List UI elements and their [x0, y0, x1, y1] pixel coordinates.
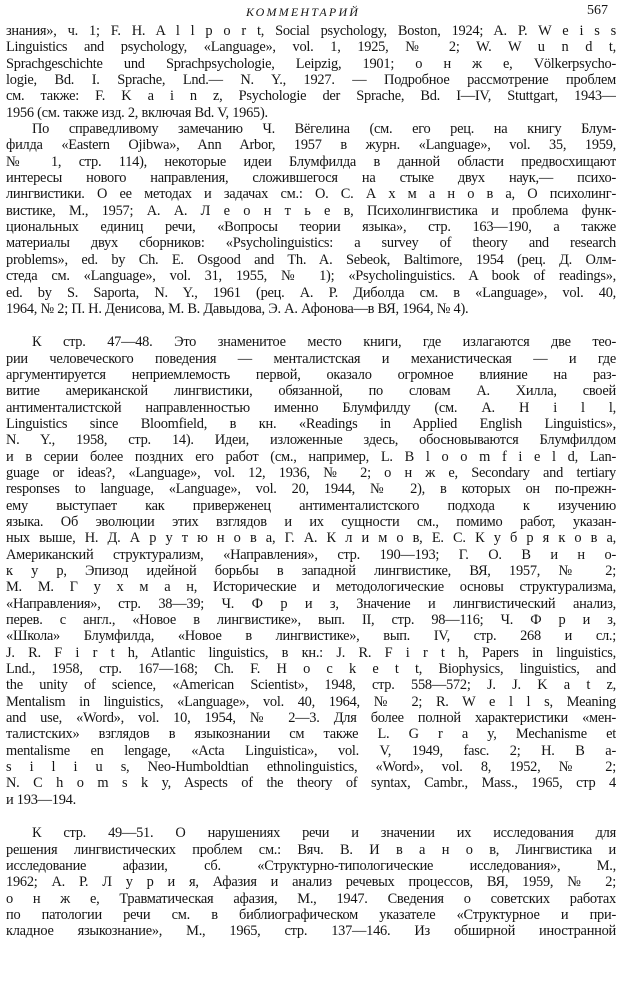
text-line: М. М. Г у х м а н, Исторические и методологические основы структурализма, [6, 579, 616, 596]
text-line: J. R. F i r t h, Atlantic linguistics, в кн.: J. R. F i r t h, Papers in linguistics, [6, 644, 616, 661]
text-line: guage or ideas?, «Language», vol. 12, 1936, № 2; о н ж е, Secondary and tertiary [6, 464, 616, 481]
text-line: and use, «Word», vol. 10, 1954, № 2—3. Для более полной характеристики «мен- [6, 710, 616, 727]
text-line: талистских» взглядов в языкознании см также L. G r a y, Mechanisme et [6, 726, 616, 743]
paragraph-gap [6, 317, 616, 334]
text-line: 1964, № 2; П. Н. Денисова, М. В. Давыдова, Э. А. Афонова—в ВЯ, 1964, № 4). [6, 300, 469, 317]
text-line: «Направления», стр. 38—39; Ч. Ф р и з, Значение и лингвистический анализ, [6, 595, 616, 612]
body-text [6, 23, 616, 940]
header-title: КОММЕНТАРИЙ [246, 5, 361, 19]
text-line: и 193—194. [6, 791, 76, 808]
paragraph [6, 825, 616, 939]
text-line: Mentalism in linguistics, «Language», vol. 40, 1964, № 2; R. W e l l s, Meaning [6, 693, 616, 710]
text-line: responses to language, «Language», vol. 20, 1944, № 2), в которых он по-прежн- [6, 481, 616, 498]
text-line: s i l i u s, Neo-Humboldtian ethnolinguistics, «Word», vol. 8, 1952, № 2; [6, 759, 616, 776]
text-line: знания», ч. 1; F. H. A l l p o r t, Social psychology, Boston, 1924; A. P. W e i s s [6, 23, 616, 39]
text-line: Linguistics and psychology, «Language», vol. 1, 1925, № 2; W. W u n d t, [6, 39, 616, 56]
page-number: 567 [587, 3, 608, 18]
paragraph [6, 23, 616, 121]
text-line: см. также: F. K a i n z, Psychologie der Sprache, Bd. I—IV, Stuttgart, 1943— [6, 88, 616, 105]
text-line: 1956 (см. также изд. 2, включая Bd. V, 1965). [6, 104, 268, 121]
text-line: mentalisme en lengage, «Acta Linguistica», vol. V, 1949, fasc. 2; H. B a- [6, 742, 616, 759]
text-line: N. C h o m s k y, Aspects of the theory of syntax, Cambr., Mass., 1965, стр 4 [6, 775, 616, 792]
text-line: перев. с англ., «Новое в лингвистике», вып. II, стр. 98—116; Ч. Ф р и з, [6, 612, 616, 629]
text-line: к у р, Эпизод идейной борьбы в западной лингвистике, ВЯ, 1957, № 2; [6, 563, 616, 579]
text-line: ему выступает как приверженец антименталистского подхода к изучению [6, 497, 616, 514]
text-line: вистике, М., 1957; А. А. Л е о н т ь е в, Психолингвистика и проблема функ- [6, 202, 616, 219]
text-line: рии человеческого поведения — менталистская и механистическая — и где [6, 350, 616, 367]
text-line: ed. by S. Saporta, N. Y., 1961 (рец. А. Р. Диболда см. в «Language», vol. 40, [6, 284, 616, 301]
text-line: о н ж е, Травматическая афазия, М., 1947. Сведения о советских работах [6, 890, 616, 907]
text-line: и в серии более поздних его работ (см., например, L. B l o o m f i e l d, Lan- [6, 448, 616, 465]
paragraph [6, 334, 616, 808]
text-line: исследование афазии, сб. «Структурно-типологические исследования», М., [6, 857, 616, 874]
text-line: витие американской лингвистики, обязанной, по словам А. Хилла, своей [6, 383, 616, 400]
running-header [6, 2, 616, 23]
text-line: problems», ed. by Ch. E. Osgood and Th. A. Sebeok, Baltimore, 1954 (рец. Д. Олм- [6, 251, 616, 268]
text-line: 1962; А. Р. Л у р и я, Афазия и анализ речевых процессов, ВЯ, 1959, № 2; [6, 874, 616, 891]
text-line: Sprachgeschichte und Sprachpsychologie, Leipzig, 1901; о н ж е, Völkerpsycho- [6, 55, 616, 72]
text-line: Lnd., 1958, стр. 167—168; Ch. F. H o c k e t t, Biophysics, linguistics, and [6, 661, 616, 678]
text-line: циональных единиц речи, «Вопросы теории языка», стр. 163—190, а также [6, 219, 616, 236]
text-line: Американский структурализм, «Направления», стр. 190—193; Г. О. В и н о- [6, 546, 616, 563]
text-line: № 1, стр. 114), некоторые идеи Блумфилда в данной области предвосхищают [6, 153, 616, 170]
text-line: logie, Bd. I. Sprache, Lnd.— N. Y., 1927. — Подробное рассмотрение проблем [6, 72, 616, 89]
text-line: По справедливому замечанию Ч. Вёгелина (см. его рец. на книгу Блум- [32, 121, 616, 138]
text-line: лингвистики. О ее методах и задачах см.: О. С. А х м а н о в а, О психолинг- [6, 186, 616, 203]
text-line: материалы двух сборников: «Psycholinguistics: a survey of theory and research [6, 235, 616, 252]
text-line: языка. Об эволюции этих взглядов и их сущности см., помимо работ, указан- [6, 513, 616, 530]
paragraph [6, 121, 616, 317]
text-line: ных выше, Н. Д. А р у т ю н о в а, Г. А. К л и м о в, Е. С. К у б р я к о в а, [6, 530, 616, 547]
text-line: решения лингвистических проблем см.: Вяч. В. И в а н о в, Лингвистика и [6, 841, 616, 858]
text-line: стеда см. «Language», vol. 31, 1955, № 1); «Psycholinguistics. A book of readings», [6, 268, 616, 285]
text-line: Linguistics since Bloomfield, в кн. «Readings in Applied English Linguistics», [6, 415, 616, 432]
text-line: К стр. 47—48. Это знаменитое место книги, где излагаются две тео- [32, 334, 616, 351]
text-line: кладное языкознание», М., 1965, стр. 137—146. Из обширной иностранной [6, 923, 616, 940]
text-line: «Школа» Блумфилда, «Новое в лингвистике», вып. IV, стр. 268 и сл.; [6, 628, 616, 645]
text-line: N. Y., 1958, стр. 14). Идеи, изложенные здесь, обосновываются Блумфилдом [6, 432, 616, 449]
text-line: интересы нового направления, сложившегося на стыке двух наук,— психо- [6, 170, 616, 187]
paragraph-gap [6, 808, 616, 825]
text-line: филда «Eastern Ojibwa», Ann Arbor, 1957 в журн. «Language», vol. 35, 1959, [6, 137, 616, 154]
text-line: по патологии речи см. в библиографическом указателе «Структурное и при- [6, 906, 616, 923]
text-line: антименталистской направленностью именно Блумфилду (см. A. H i l l, [6, 399, 616, 416]
text-line: the unity of science, «American Scientist», 1948, стр. 558—572; J. J. K a t z, [6, 677, 616, 694]
text-line: К стр. 49—51. О нарушениях речи и значении их исследования для [32, 825, 616, 842]
text-line: аргументируется неприемлемость первой, оказало огромное влияние на раз- [6, 366, 616, 383]
